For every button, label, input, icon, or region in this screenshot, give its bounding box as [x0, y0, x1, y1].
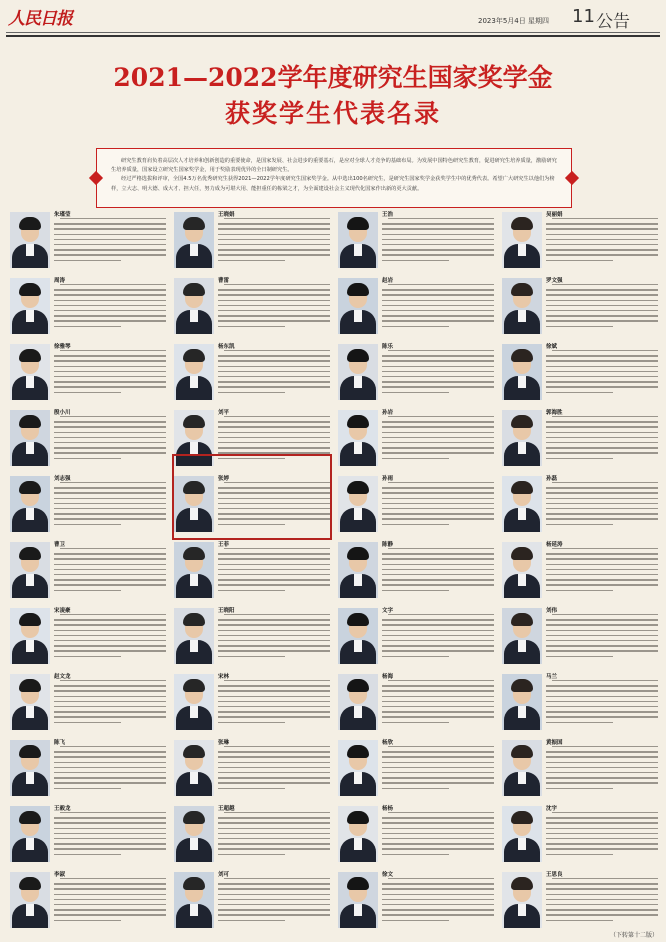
awardee-name: 文字 [382, 608, 394, 614]
awardee-name: 郭海胜 [546, 410, 563, 416]
masthead-rule-thick [6, 35, 660, 37]
awardee-bio [54, 680, 166, 732]
awardee-entry [172, 538, 334, 602]
awardee-entry [336, 802, 498, 866]
awardee-entry [336, 538, 498, 602]
awardee-entry [8, 802, 170, 866]
awardee-name: 孙雨 [382, 476, 394, 482]
awardee-name: 孙岩 [382, 410, 394, 416]
awardee-entry [172, 340, 334, 404]
awardee-photo [502, 740, 542, 796]
awardee-bio [218, 680, 330, 732]
awardee-photo [502, 542, 542, 598]
awardee-bio [382, 350, 494, 402]
awardee-photo [502, 278, 542, 334]
awardee-photo [174, 608, 214, 664]
awardee-photo [174, 278, 214, 334]
awardee-bio [382, 482, 494, 534]
awardee-entry [8, 670, 170, 734]
awardee-entry [336, 208, 498, 272]
awardee-entry [8, 274, 170, 338]
awardee-entry [336, 868, 498, 932]
awardee-entry [336, 340, 498, 404]
awardee-bio [382, 680, 494, 732]
awardee-name: 杨延涛 [546, 542, 563, 548]
awardee-name: 王浩 [382, 212, 394, 218]
awardee-photo [174, 542, 214, 598]
awardee-bio [54, 416, 166, 468]
awardee-bio [54, 218, 166, 270]
awardee-entry [336, 670, 498, 734]
awardee-photo [502, 410, 542, 466]
awardee-photo [502, 674, 542, 730]
awardee-name: 陈飞 [54, 740, 66, 746]
issue-date: 2023年5月4日 星期四 [478, 17, 549, 25]
awardee-photo [502, 872, 542, 928]
awardee-bio [382, 548, 494, 600]
awardee-bio [54, 812, 166, 864]
awardee-name: 徐雅琴 [54, 344, 71, 350]
awardee-photo [338, 674, 378, 730]
masthead-rule [6, 32, 660, 33]
awardee-bio [54, 878, 166, 930]
section-name: 公告 [596, 12, 630, 32]
awardee-entry [8, 868, 170, 932]
awardee-name: 陈静 [382, 542, 394, 548]
awardee-photo [338, 806, 378, 862]
awardee-bio [382, 812, 494, 864]
intro-paragraph-2: 经过严格选拔和评审，全国4.5万名优秀研究生获得2021—2022学年度研究生国家奖学金。从中选出100名研究生，是研究生国家奖学金获奖学生中的优秀代表。希望广大研究生以他们为榜样，立大志、明大德、成大才、担大任，努力成为可堪大用、能担重任的栋梁之才，为全面建设社会主义现代化国家作出新的更大贡献。 [111, 176, 555, 192]
awardee-entry [336, 736, 498, 800]
page-number: 11 [572, 6, 595, 27]
awardee-entry [500, 736, 662, 800]
awardee-bio [546, 680, 658, 732]
awardee-bio [218, 614, 330, 666]
awardee-bio [546, 416, 658, 468]
awardee-photo [338, 278, 378, 334]
awardee-name: 沈宇 [546, 806, 558, 812]
intro-paragraph-1: 研究生教育肩负着高层次人才培养和创新创造的重要使命，是国家发展、社会进步的重要基石，是应对全球人才竞争的基础布局。为发展中国特色研究生教育，促进研究生培养质量，激励研究生培养质量，国家设立研究生国家奖学金，用于奖励表现优异的全日制研究生。 [111, 158, 557, 174]
awardee-name: 李淑 [54, 872, 66, 878]
awardee-photo [502, 608, 542, 664]
awardee-name: 朱瑾莹 [54, 212, 71, 218]
awardee-photo [10, 542, 50, 598]
awardee-photo [10, 872, 50, 928]
awardee-name: 宋林 [218, 674, 230, 680]
awardee-entry [8, 736, 170, 800]
awardee-entry [8, 604, 170, 668]
awardee-name: 黄振国 [546, 740, 563, 746]
awardee-name: 罗文强 [546, 278, 563, 284]
awardee-entry [336, 274, 498, 338]
awardee-name: 王菲 [218, 542, 230, 548]
awardee-name: 王超越 [218, 806, 235, 812]
awardee-photo [174, 740, 214, 796]
awardee-name: 马兰 [546, 674, 558, 680]
awardee-entry [500, 868, 662, 932]
awardee-photo [174, 212, 214, 268]
awardee-entry [8, 406, 170, 470]
awardee-photo [338, 872, 378, 928]
awardee-photo [338, 410, 378, 466]
awardee-bio [546, 746, 658, 798]
intro-box [96, 148, 572, 208]
awardee-photo [10, 410, 50, 466]
awardee-entry [500, 670, 662, 734]
awardee-entry [500, 208, 662, 272]
page-title: 2021—2022学年度研究生国家奖学金 [113, 63, 553, 92]
awardee-bio [54, 482, 166, 534]
awardee-photo [174, 872, 214, 928]
awardee-entry [8, 472, 170, 536]
awardee-name: 王毅龙 [54, 806, 71, 812]
awardee-entry [500, 274, 662, 338]
awardee-name: 殷小川 [54, 410, 71, 416]
awardee-name: 刘志强 [54, 476, 71, 482]
awardee-entry [336, 472, 498, 536]
awardee-entry [500, 340, 662, 404]
awardee-bio [54, 614, 166, 666]
awardee-entry [172, 868, 334, 932]
continued-note: （下转第十二版） [610, 932, 659, 939]
awardee-bio [54, 548, 166, 600]
awardee-name: 杨东凯 [218, 344, 235, 350]
awardee-name: 徐文 [382, 872, 394, 878]
awardee-entry [172, 736, 334, 800]
awardee-entry [500, 472, 662, 536]
awardee-photo [174, 806, 214, 862]
awardee-photo [10, 806, 50, 862]
awardee-entry [172, 604, 334, 668]
awardee-bio [546, 482, 658, 534]
awardee-bio [218, 878, 330, 930]
awardee-name: 赵岩 [382, 278, 394, 284]
awardee-photo [502, 212, 542, 268]
awardee-bio [546, 878, 658, 930]
awardee-photo [10, 344, 50, 400]
awardee-name: 刘伟 [546, 608, 558, 614]
awardee-entry [8, 340, 170, 404]
newspaper-logo: 人民日报 [8, 9, 72, 29]
awardee-name: 徐斌 [546, 344, 558, 350]
awardee-entry [172, 208, 334, 272]
awardee-bio [546, 614, 658, 666]
awardee-bio [218, 284, 330, 336]
awardee-name: 杨杨 [382, 806, 394, 812]
awardee-name: 赵文龙 [54, 674, 71, 680]
awardee-entry [172, 802, 334, 866]
awardee-name: 张琳 [218, 740, 230, 746]
awardee-name: 杨海 [382, 674, 394, 680]
awardee-bio [546, 218, 658, 270]
awardee-photo [10, 278, 50, 334]
awardee-bio [546, 284, 658, 336]
awardee-photo [338, 608, 378, 664]
awardee-entry [172, 274, 334, 338]
awardee-photo [502, 806, 542, 862]
awardee-photo [502, 476, 542, 532]
awardee-photo [338, 476, 378, 532]
awardee-photo [174, 344, 214, 400]
awardee-entry [8, 538, 170, 602]
awardee-name: 张婷 [218, 476, 230, 482]
awardee-bio [218, 746, 330, 798]
awardee-entry [500, 802, 662, 866]
awardee-bio [218, 350, 330, 402]
awardee-entry [336, 604, 498, 668]
awardee-photo [174, 674, 214, 730]
awardee-photo [10, 476, 50, 532]
awardee-photo [338, 542, 378, 598]
awardee-entry [500, 406, 662, 470]
awardee-photo [502, 344, 542, 400]
awardee-grid [8, 208, 658, 934]
awardee-bio [54, 284, 166, 336]
masthead [0, 0, 666, 34]
awardee-name: 周涛 [54, 278, 66, 284]
awardee-bio [546, 548, 658, 600]
awardee-entry [336, 406, 498, 470]
awardee-photo [338, 212, 378, 268]
awardee-name: 宋凌豪 [54, 608, 71, 614]
awardee-name: 王晓娟 [218, 212, 235, 218]
awardee-photo [10, 608, 50, 664]
awardee-photo [338, 740, 378, 796]
awardee-bio [218, 812, 330, 864]
awardee-name: 陈乐 [382, 344, 394, 350]
intro-text [111, 157, 557, 194]
awardee-bio [54, 746, 166, 798]
awardee-name: 孙磊 [546, 476, 558, 482]
awardee-name: 王思良 [546, 872, 563, 878]
awardee-bio [218, 218, 330, 270]
awardee-entry [500, 538, 662, 602]
awardee-entry [172, 670, 334, 734]
awardee-entry [8, 208, 170, 272]
awardee-name: 王晓阳 [218, 608, 235, 614]
awardee-bio [382, 746, 494, 798]
awardee-bio [382, 416, 494, 468]
awardee-name: 曹卫 [54, 542, 66, 548]
awardee-bio [382, 284, 494, 336]
awardee-bio [382, 614, 494, 666]
awardee-entry [500, 604, 662, 668]
awardee-name: 刘平 [218, 410, 230, 416]
awardee-bio [218, 548, 330, 600]
awardee-name: 吴丽娟 [546, 212, 563, 218]
awardee-photo [10, 740, 50, 796]
page-subtitle: 获奖学生代表名录 [224, 99, 441, 128]
awardee-name: 杨欣 [382, 740, 394, 746]
awardee-bio [54, 350, 166, 402]
highlighted-entry [172, 454, 332, 540]
awardee-bio [546, 350, 658, 402]
awardee-photo [10, 212, 50, 268]
awardee-bio [546, 812, 658, 864]
awardee-bio [382, 218, 494, 270]
awardee-bio [382, 878, 494, 930]
awardee-photo [338, 344, 378, 400]
awardee-name: 刘可 [218, 872, 230, 878]
awardee-name: 曹雷 [218, 278, 230, 284]
awardee-photo [10, 674, 50, 730]
